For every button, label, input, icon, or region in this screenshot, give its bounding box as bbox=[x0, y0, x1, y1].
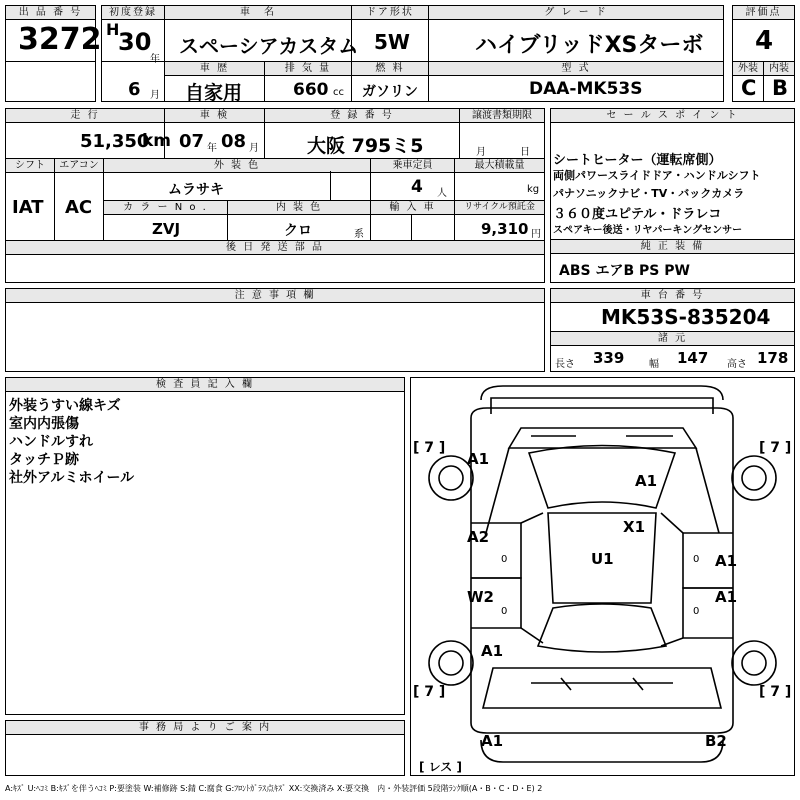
office-label: 事 務 局 よ り ご 案 内 bbox=[6, 721, 404, 735]
fuel-value: ガソリン bbox=[362, 84, 418, 100]
kei-unit: 系 bbox=[354, 229, 364, 240]
mark-bumper-r: B2 bbox=[705, 732, 727, 750]
lot-no-value: 3272 bbox=[18, 22, 102, 57]
car-diagram-box bbox=[410, 377, 795, 776]
year-unit: 年 bbox=[150, 54, 160, 65]
length-value: 339 bbox=[593, 349, 625, 367]
exterior-label: 外装 bbox=[733, 62, 763, 76]
inspector-note-3: ハンドルすれ bbox=[9, 434, 93, 450]
mark-rear-left: A1 bbox=[481, 642, 504, 660]
int-color-label: 内 装 色 bbox=[228, 201, 370, 215]
mileage-label: 走 行 bbox=[6, 109, 164, 123]
chassis-value: MK53S-835204 bbox=[601, 305, 771, 329]
mark-windshield: X1 bbox=[623, 518, 646, 536]
capacity-label: 乗車定員 bbox=[371, 159, 454, 173]
tire-fr-label: [ 7 ] bbox=[759, 440, 792, 456]
mark-rear-door-r: A1 bbox=[715, 588, 738, 606]
model-cell bbox=[428, 61, 724, 102]
mark-front-door-r: A1 bbox=[715, 552, 738, 570]
capacity-value: 4 bbox=[411, 177, 423, 197]
mark-hood: A1 bbox=[635, 472, 658, 490]
import-cell bbox=[370, 200, 455, 241]
capacity-cell bbox=[370, 158, 455, 201]
sales-point-2: 両側パワースライドドア・ハンドルシフト bbox=[553, 169, 761, 182]
width-label: 幅 bbox=[649, 359, 659, 370]
reg-no-cell bbox=[264, 108, 460, 159]
shift-value: IAT bbox=[12, 197, 44, 218]
int-color-cell bbox=[227, 200, 371, 241]
height-label: 高さ bbox=[727, 359, 747, 370]
sales-point-3: パナソニックナビ・TV・バックカメラ bbox=[553, 187, 745, 200]
shift-label: シフト bbox=[6, 159, 54, 173]
transfer-cell bbox=[459, 108, 545, 159]
import-label: 輸 入 車 bbox=[371, 201, 454, 215]
reg-no-label: 登 録 番 号 bbox=[265, 109, 459, 123]
later-parts-box bbox=[5, 240, 545, 283]
later-parts-label: 後 日 発 送 部 品 bbox=[6, 241, 544, 255]
people-unit: 人 bbox=[437, 188, 447, 199]
score-cell bbox=[732, 5, 795, 62]
lot-no-blank bbox=[5, 61, 96, 102]
length-label: 長さ bbox=[555, 359, 575, 370]
yen-unit: 円 bbox=[531, 229, 541, 240]
tire-rr-label: [ 7 ] bbox=[759, 684, 792, 700]
insp-month-unit: 月 bbox=[249, 143, 259, 154]
shift-cell bbox=[5, 158, 55, 241]
first-reg-cell bbox=[101, 5, 165, 65]
transfer-label: 譲渡書類期限 bbox=[460, 109, 544, 123]
fuel-label: 燃 料 bbox=[352, 62, 428, 76]
mark-bumper-l: A1 bbox=[481, 732, 504, 750]
model-label: 型 式 bbox=[429, 62, 723, 76]
mark-rear-door-l: W2 bbox=[467, 588, 494, 606]
mark-front-door-l: A2 bbox=[467, 528, 490, 546]
transfer-month-unit: 月 bbox=[476, 147, 486, 158]
grade-label: グ レ ー ド bbox=[429, 6, 723, 20]
recycle-value: 9,310 bbox=[481, 220, 529, 238]
displacement-value: 660 bbox=[293, 80, 329, 100]
door-value: 5W bbox=[374, 30, 410, 54]
zero-mark-2: 0 bbox=[501, 606, 508, 617]
insp-year-unit: 年 bbox=[207, 143, 217, 154]
height-value: 178 bbox=[757, 349, 789, 367]
chassis-label: 車 台 番 号 bbox=[551, 289, 794, 303]
mileage-cell bbox=[5, 108, 172, 159]
fuel-cell bbox=[351, 61, 429, 102]
cc-unit: cc bbox=[333, 87, 344, 98]
lot-no-label: 出 品 番 号 bbox=[6, 6, 95, 20]
score-label: 評価点 bbox=[733, 6, 794, 20]
chassis-box bbox=[550, 288, 795, 372]
grade-cell bbox=[428, 5, 724, 62]
month-unit: 月 bbox=[150, 90, 160, 101]
sales-points-label: セ ー ル ス ポ イ ン ト bbox=[551, 109, 794, 123]
car-outline bbox=[411, 378, 794, 775]
door-label: ドア形状 bbox=[352, 6, 428, 20]
office-box bbox=[5, 720, 405, 776]
sales-point-1: シートヒーター（運転席側） bbox=[553, 153, 722, 168]
grade-value: ハイブリッドXSターボ bbox=[475, 33, 704, 58]
model-value: DAA-MK53S bbox=[529, 79, 643, 99]
history-value: 自家用 bbox=[185, 82, 243, 104]
int-score-cell bbox=[763, 61, 795, 102]
ext-score-cell bbox=[732, 61, 764, 102]
specs-label: 諸 元 bbox=[551, 331, 794, 346]
lot-no-cell bbox=[5, 5, 102, 62]
kg-unit: kg bbox=[527, 184, 540, 195]
ext-color-value: ムラサキ bbox=[168, 182, 224, 198]
reg-no-value: 大阪 795ミ5 bbox=[307, 135, 424, 157]
reg-month-value: 6 bbox=[128, 79, 141, 100]
car-name-cell bbox=[164, 5, 359, 62]
spare-tire-label: [ レス ] bbox=[419, 760, 462, 774]
score-value: 4 bbox=[755, 26, 774, 56]
history-label: 車 歴 bbox=[165, 62, 264, 76]
int-score-value: B bbox=[772, 76, 789, 100]
insp-month-value: 08 bbox=[221, 131, 247, 152]
mark-roof: U1 bbox=[591, 550, 614, 568]
inspector-note-2: 室内内張傷 bbox=[9, 416, 79, 432]
car-name-label: 車 名 bbox=[165, 6, 351, 20]
reg-year-value: 30 bbox=[118, 28, 152, 56]
standard-equip-label: 純 正 装 備 bbox=[551, 240, 794, 254]
displacement-label: 排 気 量 bbox=[265, 62, 351, 76]
standard-equip-box bbox=[550, 239, 795, 283]
int-color-value: クロ bbox=[284, 223, 312, 239]
inspector-note-1: 外装うすい線キズ bbox=[9, 398, 121, 414]
inspection-cell bbox=[164, 108, 265, 159]
zero-mark-1: 0 bbox=[501, 554, 508, 565]
inspection-label: 車 検 bbox=[165, 109, 264, 123]
tire-fl-label: [ 7 ] bbox=[413, 440, 446, 456]
ext-color-sub bbox=[330, 171, 371, 201]
zero-mark-3: 0 bbox=[693, 554, 700, 565]
km-unit: km bbox=[142, 131, 172, 151]
zero-mark-4: 0 bbox=[693, 606, 700, 617]
history-cell bbox=[164, 61, 265, 102]
inspector-note-5: 社外アルミホイール bbox=[9, 470, 135, 486]
door-cell bbox=[351, 5, 429, 62]
first-reg-label: 初度登録 bbox=[102, 6, 164, 20]
transfer-day-unit: 日 bbox=[520, 147, 530, 158]
recycle-label: リサイクル預託金 bbox=[455, 201, 544, 215]
recycle-cell bbox=[454, 200, 545, 241]
car-name-value: スペーシアカスタム bbox=[179, 34, 359, 58]
color-no-value: ZVJ bbox=[152, 220, 181, 238]
aircon-cell bbox=[54, 158, 104, 241]
insp-year-value: 07 bbox=[179, 131, 205, 152]
max-load-label: 最大積載量 bbox=[455, 159, 544, 173]
tire-rl-label: [ 7 ] bbox=[413, 684, 446, 700]
ext-color-label: 外 装 色 bbox=[104, 159, 370, 173]
notes-label: 注 意 事 項 欄 bbox=[6, 289, 544, 303]
notes-box bbox=[5, 288, 545, 372]
color-no-cell bbox=[103, 200, 228, 241]
mileage-value: 51,350 bbox=[80, 131, 150, 152]
mark-front-left: A1 bbox=[467, 450, 490, 468]
sales-point-4: ３６０度ユピテル・ドラレコ bbox=[553, 207, 722, 222]
ext-score-value: C bbox=[741, 76, 757, 100]
displacement-cell bbox=[264, 61, 352, 102]
sales-points-box bbox=[550, 108, 795, 240]
legend-text: A:ｷｽﾞ U:ﾍｺﾐ B:ｷｽﾞを伴うﾍｺﾐ P:要塗装 W:補修跡 S:錆 C:腐食 G:ﾌﾛﾝﾄｶﾞﾗｽ点ｷｽﾞ XX:交換済み X:要交換 内・外装評価 5段階ﾗﾝｸ順(A・B・C・D・E) 2 bbox=[5, 784, 543, 793]
standard-equip-value: ABS エアB PS PW bbox=[559, 263, 690, 279]
color-no-label: カ ラ ー N o . bbox=[104, 201, 227, 215]
max-load-cell bbox=[454, 158, 545, 201]
aircon-label: エアコン bbox=[55, 159, 103, 173]
inspector-box bbox=[5, 377, 405, 715]
sales-point-5: スペアキー後送・リヤパーキングセンサー bbox=[553, 225, 743, 236]
reg-month-cell bbox=[101, 61, 165, 102]
aircon-value: AC bbox=[65, 197, 93, 218]
inspector-label: 検 査 員 記 入 欄 bbox=[6, 378, 404, 392]
interior-label: 内装 bbox=[764, 62, 794, 76]
inspector-note-4: タッチＰ跡 bbox=[9, 452, 79, 468]
era-value: H bbox=[106, 20, 120, 39]
width-value: 147 bbox=[677, 349, 709, 367]
